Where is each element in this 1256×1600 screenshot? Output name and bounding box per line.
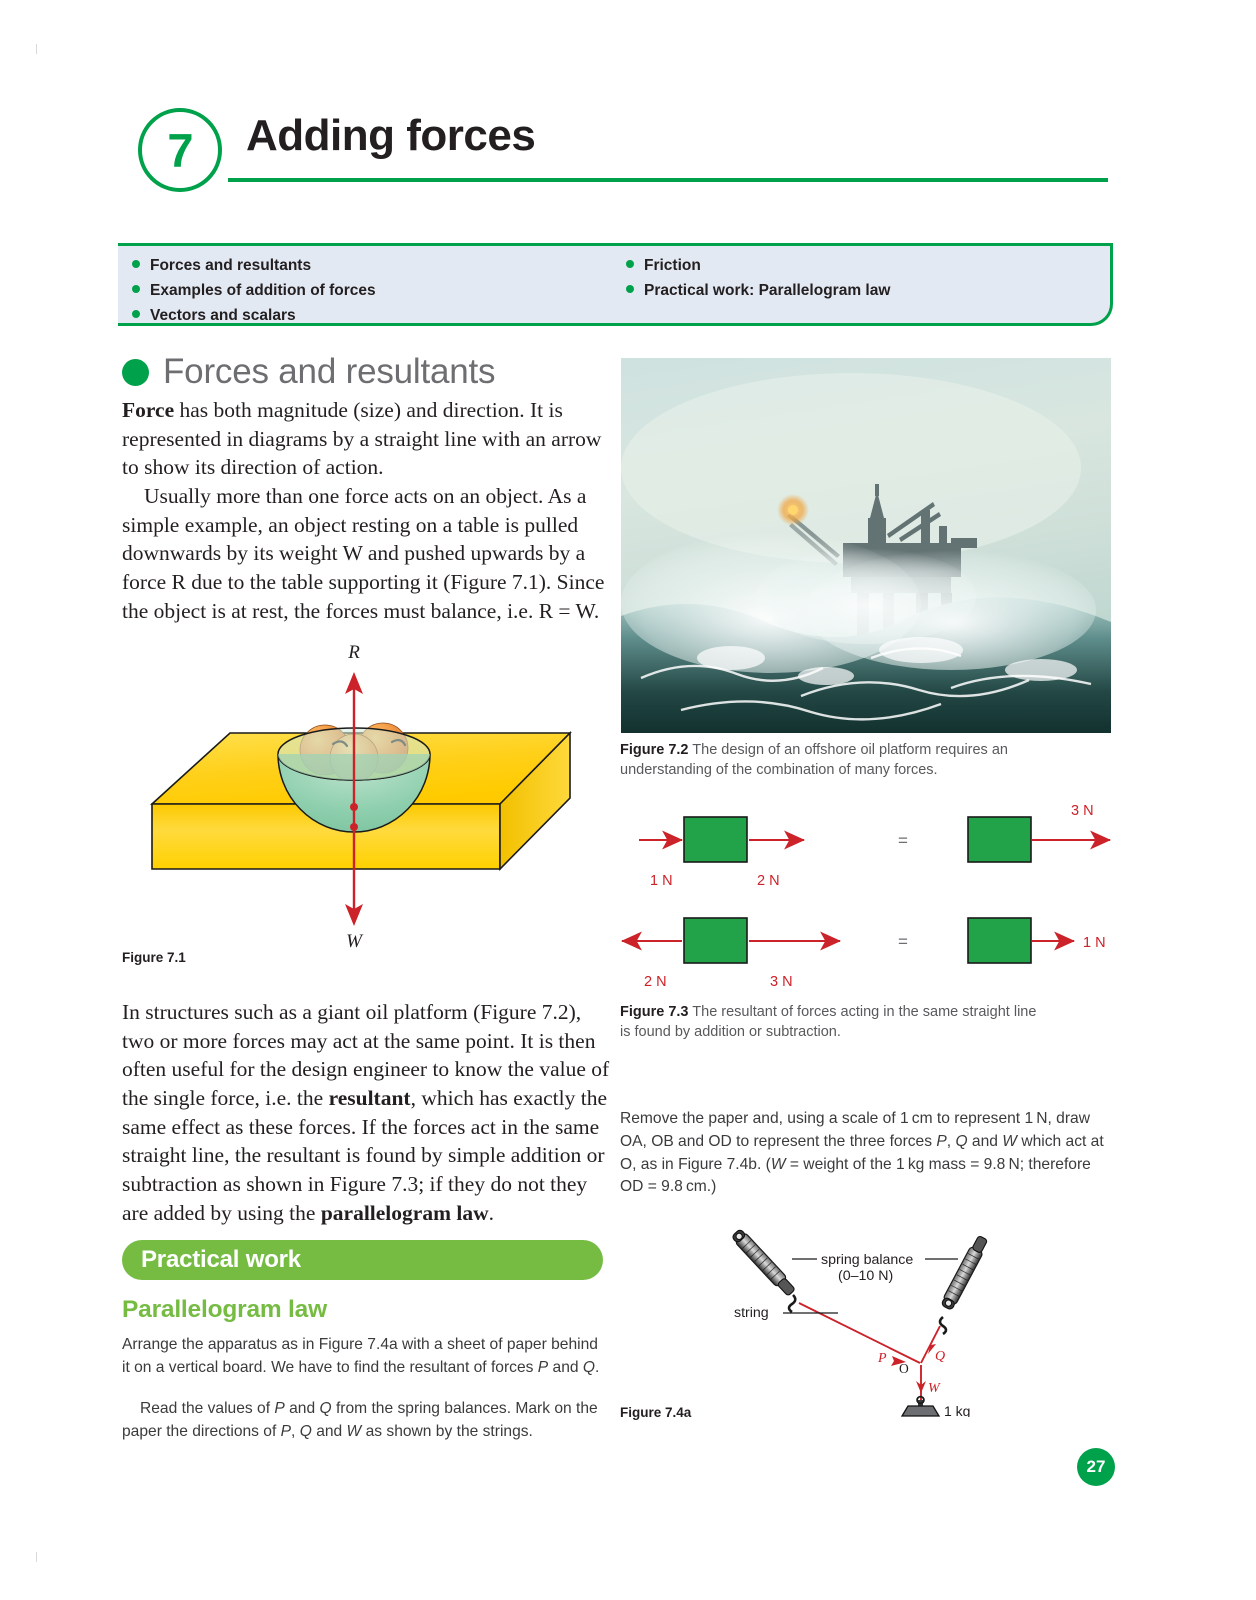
bullet-icon xyxy=(132,260,140,268)
section-heading-label: Forces and resultants xyxy=(163,352,496,391)
bullet-icon xyxy=(132,310,140,318)
practical-work-label: Practical work xyxy=(141,1246,301,1273)
figure-7-3-row2-resultant: 1 N xyxy=(1083,935,1106,951)
figure-7-3-row1-equals: = xyxy=(898,831,908,850)
chapter-header xyxy=(118,108,1110,193)
annot-string: string xyxy=(734,1305,769,1321)
figure-7-2-photo xyxy=(621,358,1111,733)
figure-7-3-diagram xyxy=(612,805,1117,995)
section-bullet-icon xyxy=(122,359,149,386)
paragraph-structures: In structures such as a giant oil platform (Figure 7.2), two or more forces may act at the same point. It is then often useful for the design engineer to know the value of the single force, i.e. the resultant, which has exactly the same effect as these forces. If the forces act in the same straight line, the resultant is found by simple addition or subtraction as shown in Figure 7.3; if they do not they are added by using the parallelogram law. xyxy=(122,1000,610,1225)
paragraph-remove-paper: Remove the paper and, using a scale of 1 cm to represent 1 N, draw OA, OB and OD to represent the three forces P, Q and W which act at O, as in Figure 7.4b. (W = weight of the 1 kg mass = 9.8 N; therefore OD = 9.8 cm.) xyxy=(620,1110,1104,1196)
figure-7-1-R-label: R xyxy=(348,642,360,663)
figure-7-1-svg xyxy=(130,632,600,950)
paragraph-intro xyxy=(122,396,612,626)
chapter-rule xyxy=(228,178,1108,182)
bullet-icon xyxy=(626,285,634,293)
chapter-number-badge xyxy=(138,108,222,192)
figure-7-4a-svg xyxy=(720,1222,1015,1417)
contents-item-label: Forces and resultants xyxy=(150,257,312,274)
annot-spring-range: (0–10 N) xyxy=(838,1268,894,1284)
contents-item-label: Examples of addition of forces xyxy=(150,282,376,299)
spring-balance-right xyxy=(940,1235,989,1311)
page-number-badge xyxy=(1077,1448,1115,1486)
contents-item xyxy=(132,305,376,327)
practical-work-banner xyxy=(122,1240,603,1280)
figure-7-2-caption xyxy=(620,741,1050,780)
contents-item-label: Vectors and scalars xyxy=(150,307,296,324)
contents-item-label: Friction xyxy=(644,257,701,274)
figure-7-2-caption-text: The design of an offshore oil platform requires an understanding of the combination of many forces. xyxy=(620,742,1008,778)
annot-spring-balance: spring balance xyxy=(821,1252,914,1268)
figure-7-3-caption-text: The resultant of forces acting in the same straight line is found by addition or subtraction. xyxy=(620,1004,1037,1040)
paragraph-intro-2: Usually more than one force acts on an object. As a simple example, an object resting on a table is pulled downwards by its weight W and pushed upwards by a force R due to the table supporting it (Figure 7.1). Since the object is at rest, the forces must balance, i.e. R = W. xyxy=(122,484,605,623)
figure-7-1-W-label: W xyxy=(346,931,362,950)
figure-7-3-row2-equals: = xyxy=(898,932,908,951)
contents-item xyxy=(132,255,376,277)
contents-item xyxy=(132,280,376,302)
figure-7-4a-P-label: P xyxy=(878,1351,887,1366)
paragraph-read-values: Read the values of P and Q from the spring balances. Mark on the paper the directions of P, Q and W as shown by the strings. xyxy=(122,1400,598,1440)
practical-work-subheading: Parallelogram law xyxy=(122,1296,327,1323)
figure-7-4a-Q-label: Q xyxy=(935,1349,946,1364)
contents-item xyxy=(626,280,890,302)
contents-column-right xyxy=(626,255,890,305)
figure-7-3-caption-label: Figure 7.3 xyxy=(620,1004,689,1020)
contents-column-left xyxy=(132,255,376,330)
chapter-number: 7 xyxy=(167,123,193,177)
figure-7-4a-mass-label: 1 kg xyxy=(944,1403,971,1417)
paragraph-intro-text: has both magnitude (size) and direction. It is represented in diagrams by a straight line with an arrow to show its direction of action. xyxy=(122,398,602,480)
hook-right xyxy=(940,1317,946,1334)
spring-balance-left xyxy=(731,1228,797,1298)
offshore-platform-image xyxy=(621,358,1111,733)
figure-7-4a-diagram xyxy=(720,1222,1015,1417)
hook-left xyxy=(789,1295,795,1312)
figure-7-3-row2-left-force: 2 N xyxy=(644,974,667,990)
figure-7-3-svg xyxy=(612,805,1117,995)
bullet-icon xyxy=(132,285,140,293)
figure-7-3-caption xyxy=(620,1003,1050,1042)
figure-7-4a-label: Figure 7.4a xyxy=(620,1405,692,1420)
section-heading xyxy=(122,352,495,392)
chapter-contents-box xyxy=(118,243,1113,326)
figure-7-3-row1-resultant: 3 N xyxy=(1071,805,1094,819)
figure-7-3-row2-right-force: 3 N xyxy=(770,974,793,990)
figure-7-4a-W-label: W xyxy=(928,1381,940,1396)
page-title: Adding forces xyxy=(246,111,536,160)
figure-7-4a-O-label: O xyxy=(899,1361,909,1376)
paragraph-arrange: Arrange the apparatus as in Figure 7.4a with a sheet of paper behind it on a vertical board. We have to find the resultant of forces P and Q. xyxy=(122,1336,600,1376)
registration-tick xyxy=(36,44,37,54)
figure-7-1-label: Figure 7.1 xyxy=(122,950,186,965)
page-number: 27 xyxy=(1086,1457,1106,1476)
registration-tick xyxy=(36,1552,37,1562)
lead-term: Force xyxy=(122,398,175,422)
figure-7-2-caption-label: Figure 7.2 xyxy=(620,742,689,758)
contents-item xyxy=(626,255,890,277)
figure-7-3-row1-left-force: 1 N xyxy=(650,873,673,889)
contents-item-label: Practical work: Parallelogram law xyxy=(644,282,891,299)
bullet-icon xyxy=(626,260,634,268)
figure-7-1-diagram xyxy=(130,632,600,950)
figure-7-3-row1-right-force: 2 N xyxy=(757,873,780,889)
